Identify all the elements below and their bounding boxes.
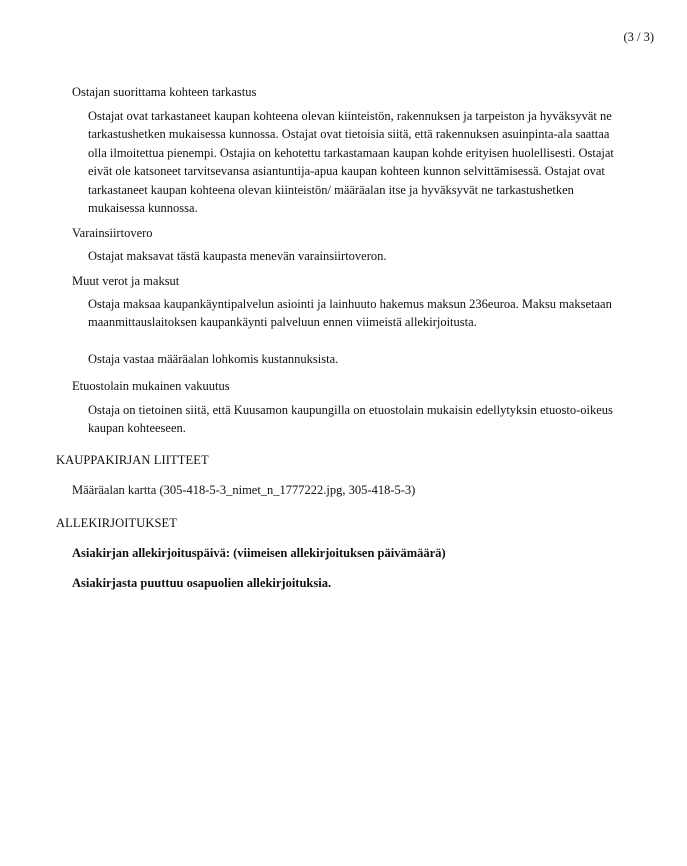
transfer-tax-text: Ostajat maksavat tästä kaupasta menevän varainsiirtoveron.	[88, 249, 387, 263]
other-taxes-text-2: Ostaja vastaa määräalan lohkomis kustannuksista.	[88, 352, 339, 366]
other-taxes-heading: Muut verot ja maksut	[72, 274, 180, 288]
attachment-item: Määräalan kartta (305-418-5-3_nimet_n_1777222.jpg, 305-418-5-3)	[72, 483, 416, 497]
page-number: (3 / 3)	[623, 30, 654, 44]
signature-missing-line: Asiakirjasta puuttuu osapuolien allekirjoituksia.	[72, 576, 332, 590]
pre-emption-heading: Etuostolain mukainen vakuutus	[72, 379, 230, 393]
pre-emption-text: Ostaja on tietoinen siitä, että Kuusamon kaupungilla on etuostolain mukaisin edellytyksin etuosto-oikeus kaupan kohteeseen.	[88, 403, 613, 436]
transfer-tax-heading: Varainsiirtovero	[72, 226, 153, 240]
attachments-heading: KAUPPAKIRJAN LIITTEET	[56, 453, 209, 467]
signature-date-line: Asiakirjan allekirjoituspäivä: (viimeisen allekirjoituksen päivämäärä)	[72, 546, 446, 560]
inspection-text: Ostajat ovat tarkastaneet kaupan kohteena olevan kiinteistön, rakennuksen ja tarpeiston ja hyväksyvät ne tarkastushetken mukaisessa kunnossa. Ostajat ovat tietoisia siitä, että rakennuksen asuinpinta-ala saattaa olla ilmoitettua pienempi. Ostajia on kehotettu tarkastamaan kaupan kohde erityisen huolellisesti. Ostajat eivät ole katsoneet tarvitsevansa asiantuntija-apua kaupan kohteen kunnon selvittämisessä. Ostajat ovat tarkastaneet kaupan kohteena olevan kiinteistön/ määräalan itse ja hyväksyvät ne tarkastushetken mukaisessa kunnossa.	[88, 109, 614, 216]
other-taxes-text-1: Ostaja maksaa kaupankäyntipalvelun asiointi ja lainhuuto hakemus maksun 236euroa. Maksu maksetaan maanmittauslaitoksen kaupankäynti palveluun ennen viimeistä allekirjoitusta.	[88, 297, 612, 330]
inspection-heading: Ostajan suorittama kohteen tarkastus	[72, 85, 257, 99]
signatures-heading: ALLEKIRJOITUKSET	[56, 516, 178, 530]
